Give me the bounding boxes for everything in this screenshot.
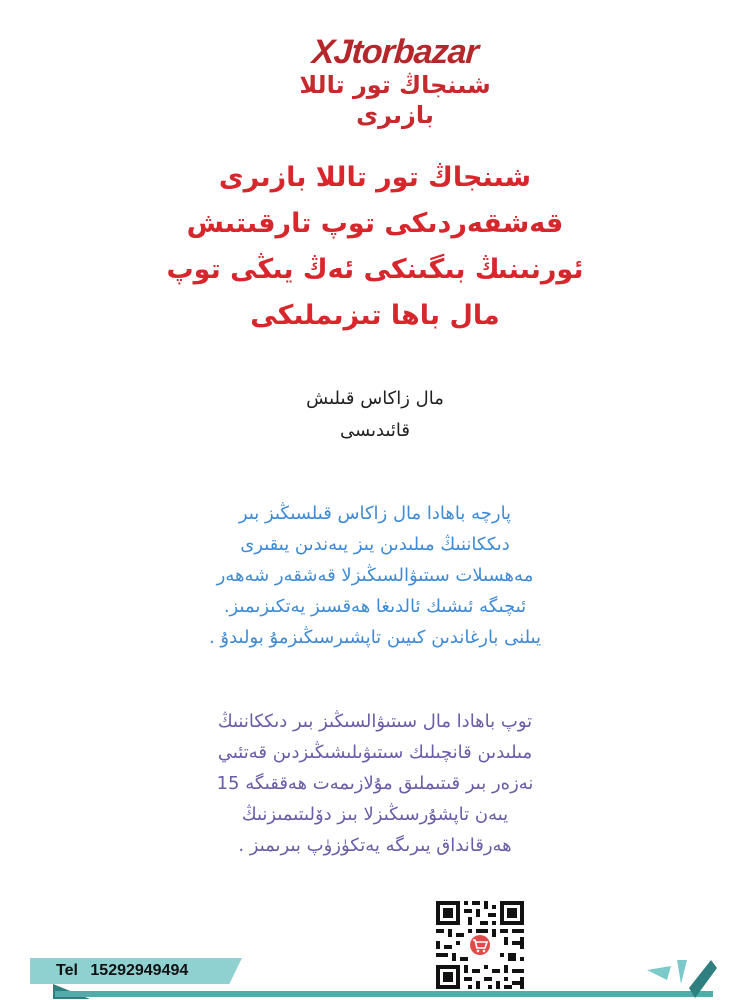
paragraph-line: نەزەر بىر قىتىملىق مۇلازىمەت ھەققىگە 15 (216, 773, 534, 794)
retail-ordering-paragraph (115, 498, 635, 653)
logo-arabic-text: شىنجاڭ تور تاللا بازىرى (299, 71, 491, 129)
headline-line-4: مال باھا تىزىملىكى (250, 300, 500, 331)
paragraph-line: يىلنى بارغاندىن كىيىن تاپشىرسىڭىزمۇ بولىدۇ . (208, 627, 542, 648)
subheading (175, 383, 575, 447)
paragraph-line: يىەن تاپشۇرسىڭىزلا بىز دۆلىتىمىزنىڭ (241, 804, 509, 825)
footer-divider (55, 991, 713, 997)
logo-latin-text: XJtorbazar (310, 33, 480, 71)
subheading-line-2: قائىدىسى (339, 420, 411, 441)
subheading-line-1: مال زاكاس قىلىش (306, 388, 444, 409)
headline-line-1: شىنجاڭ تور تاللا بازىرى (218, 162, 532, 193)
paragraph-line: ئىچىگە ئىشىك ئالدىغا ھەقسىز يەتكىزىمىز. (223, 596, 527, 617)
paragraph-line: توپ باھادا مال سىتىۋالسىڭىز بىر دىككاننىڭ (217, 711, 533, 732)
wholesale-ordering-paragraph (115, 706, 635, 861)
headline (75, 155, 675, 339)
phone-contact[interactable] (56, 961, 188, 981)
headline-line-2: قەشقەردىكى توپ تارقىتىش (186, 208, 564, 239)
corner-decoration-icon (645, 958, 717, 1000)
paragraph-line: پارچە باھادا مال زاكاس قىلسىڭىز بىر (238, 503, 512, 524)
tel-label: Tel (56, 962, 78, 979)
headline-line-3: ئورنىنىڭ بىگىنكى ئەڭ يىڭى توپ (166, 254, 584, 285)
qr-code-icon[interactable] (428, 893, 532, 997)
paragraph-line: مىلىدىن قانچىلىك سىتىۋىلىشىڭىزدىن قەتئىي (217, 742, 533, 763)
paragraph-line: مەھسىلات سىتىۋالسىڭىزلا قەشقەر شەھەر (216, 565, 534, 586)
phone-number[interactable]: 15292949494 (90, 962, 189, 979)
paragraph-line: ھەرقانداق يىرىگە يەتكۈزۈپ بىرىمىز . (238, 835, 512, 856)
paragraph-line: دىككاننىڭ مىلىدىن يىز يىەندىن يىقىرى (240, 534, 510, 555)
logo (260, 33, 530, 129)
